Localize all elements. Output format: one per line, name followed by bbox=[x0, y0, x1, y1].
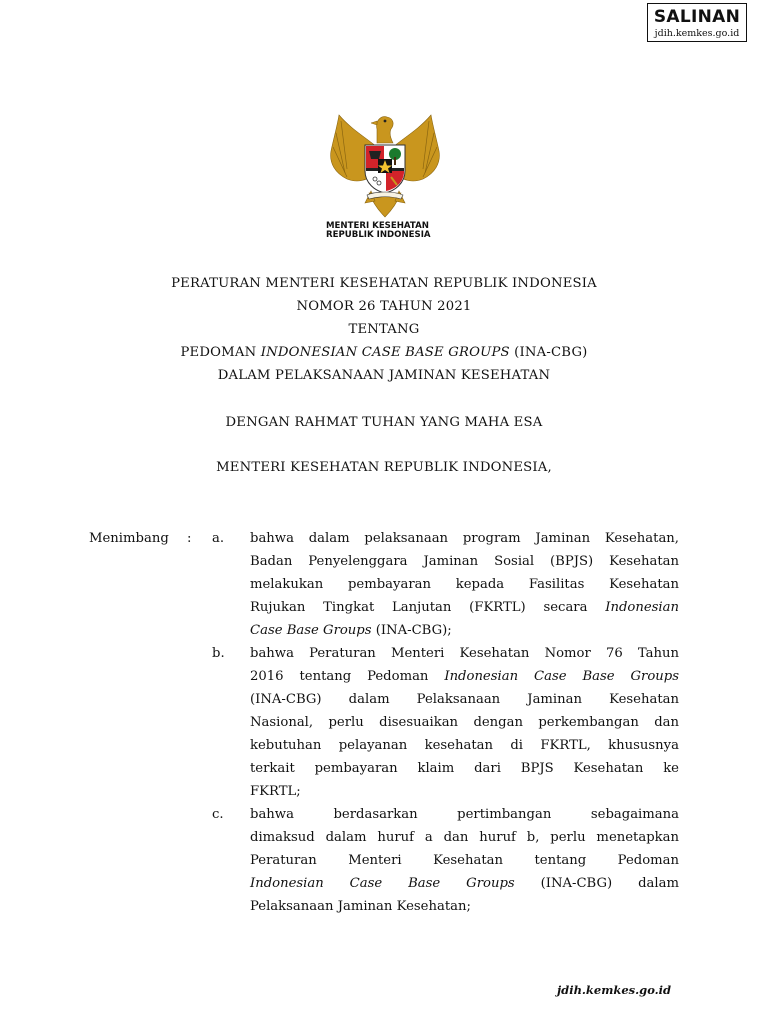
garuda-pancasila-emblem-icon bbox=[325, 107, 445, 222]
considering-label: Menimbang bbox=[89, 531, 169, 546]
item-letter-a: a. bbox=[212, 531, 225, 546]
item-b-line: (INA-CBG) dalam Pelaksanaan Jaminan Kesehatan bbox=[250, 692, 679, 707]
item-a-line: bahwa dalam pelaksanaan program Jaminan Kesehatan, bbox=[250, 531, 679, 546]
minister-title: MENTERI KESEHATAN REPUBLIK INDONESIA, bbox=[216, 460, 552, 475]
regulation-subject-line2: DALAM PELAKSANAAN JAMINAN KESEHATAN bbox=[217, 368, 551, 383]
subject-italic: INDONESIAN CASE BASE GROUPS bbox=[260, 345, 510, 360]
item-b-line: Nasional, perlu disesuaikan dengan perkembangan dan bbox=[250, 715, 679, 730]
regulation-number: NOMOR 26 TAHUN 2021 bbox=[296, 299, 472, 314]
item-b bbox=[250, 642, 679, 803]
item-letter-b: b. bbox=[212, 646, 225, 661]
emblem-caption-line1: MENTERI KESEHATAN bbox=[326, 221, 429, 231]
item-c-line: Peraturan Menteri Kesehatan tentang Pedoman bbox=[250, 853, 679, 868]
salinan-stamp bbox=[647, 3, 747, 42]
item-c-line: Pelaksanaan Jaminan Kesehatan; bbox=[250, 899, 471, 914]
considering-colon: : bbox=[187, 531, 192, 546]
regulation-subject bbox=[0, 345, 768, 360]
item-c-line: bahwa berdasarkan pertimbangan sebagaimana bbox=[250, 807, 679, 822]
item-c-line: dimaksud dalam huruf a dan huruf b, perlu menetapkan bbox=[250, 830, 679, 845]
emblem-caption bbox=[326, 222, 456, 240]
item-a-line: Rujukan Tingkat Lanjutan (FKRTL) secara Indonesian bbox=[250, 600, 679, 615]
item-b-line: FKRTL; bbox=[250, 784, 301, 799]
salinan-title: SALINAN bbox=[653, 7, 741, 27]
subject-suffix: (INA-CBG) bbox=[509, 345, 588, 360]
regulation-title: PERATURAN MENTERI KESEHATAN REPUBLIK INDONESIA bbox=[171, 276, 597, 291]
item-b-line: kebutuhan pelayanan kesehatan di FKRTL, khususnya bbox=[250, 738, 679, 753]
item-a bbox=[250, 527, 679, 642]
emblem-caption-line2: REPUBLIK INDONESIA bbox=[326, 230, 431, 240]
item-c-line: Indonesian Case Base Groups (INA-CBG) dalam bbox=[250, 876, 679, 891]
subject-prefix: PEDOMAN bbox=[180, 345, 261, 360]
item-b-line: bahwa Peraturan Menteri Kesehatan Nomor 76 Tahun bbox=[250, 646, 679, 661]
item-a-line: Badan Penyelenggara Jaminan Sosial (BPJS) Kesehatan bbox=[250, 554, 679, 569]
item-letter-c: c. bbox=[212, 807, 224, 822]
blessing: DENGAN RAHMAT TUHAN YANG MAHA ESA bbox=[225, 415, 543, 430]
item-a-line: melakukan pembayaran kepada Fasilitas Kesehatan bbox=[250, 577, 679, 592]
salinan-url: jdih.kemkes.go.id bbox=[654, 28, 740, 39]
item-c bbox=[250, 803, 679, 918]
item-b-line: 2016 tentang Pedoman Indonesian Case Base Groups bbox=[250, 669, 679, 684]
item-b-line: terkait pembayaran klaim dari BPJS Kesehatan ke bbox=[250, 761, 679, 776]
item-a-line: Case Base Groups (INA-CBG); bbox=[250, 623, 452, 638]
footer-url: jdih.kemkes.go.id bbox=[557, 983, 672, 997]
regulation-about: TENTANG bbox=[348, 322, 420, 337]
